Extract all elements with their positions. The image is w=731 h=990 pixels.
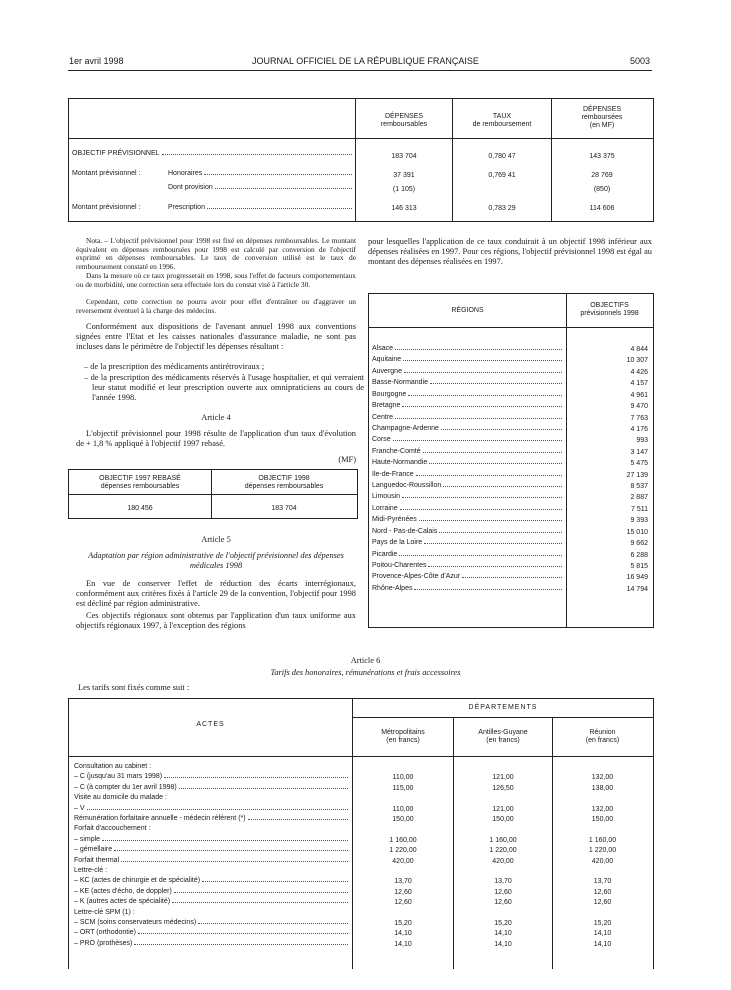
region-value: 27 139 [626,471,648,479]
t2-v2: 183 704 [271,505,297,512]
region-name: Bourgogne [372,390,407,398]
tarif-value: 12,60 [494,899,512,907]
t2-h2b: dépenses remboursables [244,483,324,490]
header-journal: JOURNAL OFFICIEL DE LA RÉPUBLIQUE FRANÇAISE [252,56,479,66]
region-value: 4 844 [630,346,648,353]
region-name: Haute-Normandie [372,459,428,467]
region-name: Corse [372,436,391,444]
tarif-label: Rémunération forfaitaire annuelle - médecin référent (*) [74,815,246,822]
region-row [372,459,564,466]
region-value: 15 010 [626,528,648,536]
region-row [372,471,564,478]
region-row [372,573,564,580]
region-name: Champagne-Ardenne [372,424,439,432]
list-item: – de la prescription des médicaments réservés à l'usage hospitalier, et qui verraient leur statut modifié et leur prescription ouverte aux omnipraticiens au cours de l'année 1998. [84,373,364,403]
region-row [372,482,564,489]
region-value: 3 147 [630,448,648,456]
tarif-value: 14,10 [593,940,612,948]
article-5-title: Article 5 [201,535,231,544]
tarif-row [74,825,150,832]
region-value: 2 887 [630,494,648,502]
tarif-value: 420,00 [392,857,414,865]
region-row [372,528,564,535]
tarif-value: 12,60 [394,888,412,896]
tarif-value: 14,10 [494,940,512,948]
tarif-row [74,763,151,770]
tarif-row [74,794,167,801]
tarif-value: 150,00 [392,816,414,823]
t1-cell: (850) [593,186,611,193]
tarif-value: 15,20 [593,920,612,927]
metro-header: Métropolitains (en francs) [381,729,425,744]
region-row [372,539,564,546]
antilles-header: Antilles-Guyane (en francs) [478,729,528,744]
t1-row-honoraires: Montant prévisionnel : Honoraires [72,170,354,177]
tarif-value: 420,00 [492,857,514,865]
region-value: 4 176 [630,425,648,433]
tarif-value: 13,70 [593,878,612,886]
tarif-row [74,888,350,895]
tarif-value: 14,10 [593,930,612,938]
unit-mf: (MF) [338,455,356,464]
t1-cell: 0,783 29 [488,205,516,212]
tarif-value: 12,60 [593,888,612,896]
t2-v1: 180 456 [127,505,153,512]
t1-row-objectif: OBJECTIF PRÉVISIONNEL [72,150,354,157]
tarif-row [74,846,350,853]
region-name: Provence-Alpes-Côte d'Azur [372,573,461,581]
tarif-row [74,815,350,822]
region-value: 8 537 [630,483,648,491]
tarif-row [74,929,350,936]
region-row [372,585,564,592]
region-row [372,345,564,352]
region-row [372,368,564,375]
header-date: 1er avril 1998 [69,56,124,66]
t1-col2-header: TAUX de remboursement [472,113,532,128]
paragraph-art5b: Ces objectifs régionaux sont obtenus par l'application d'un taux uniforme aux objectifs régionaux 1997, à l'exception des régions [76,611,356,631]
region-name: Poitou-Charentes [372,561,427,569]
tarif-value: 14,10 [394,940,412,948]
nota-text: Nota. – L'objectif prévisionnel pour 1998 est fixé en dépenses remboursables. Le montant équivalent en dépenses remboursées pour 1998 est calculé par conversion de l'objectif exprimé en dépenses remboursables. Le taux de conversion utilisé est le taux de remboursement constaté en 1996. [76,236,356,271]
region-row [372,356,564,363]
region-value: 993 [636,437,648,445]
header-rule [68,70,652,71]
tarif-label: Lettre-clé SPM (1) : [74,908,135,916]
region-value: 5 475 [630,460,648,468]
tarif-value: 1 220,00 [489,847,517,855]
region-value: 7 511 [631,505,648,513]
region-row [372,562,564,569]
tarif-row [74,909,135,916]
tarif-value: 12,60 [494,888,512,896]
region-name: Bretagne [372,402,401,410]
region-value: 5 815 [630,562,648,570]
tarif-label: – ORT (orthodontie) [74,929,136,937]
objectifs-header: OBJECTIFS prévisionnels 1998 [580,302,639,317]
region-name: Auvergne [372,367,402,375]
paragraph-right: pour lesquelles l'application de ce taux conduirait à un objectif 1998 inférieur aux dépenses réalisées en 1997. Pour ces régions, l'objectif prévisionnel 1998 est égal au montant des dépenses réalisées en 1997. [368,237,652,267]
t1-cell: 0,769 41 [488,172,516,179]
reunion-header: Réunion (en francs) [585,729,620,744]
tarif-row [74,877,350,884]
region-row [372,493,564,500]
region-name: Nord - Pas-de-Calais [372,527,438,535]
region-value: 7 763 [630,414,648,422]
t1-col3-header: DÉPENSES remboursées (en MF) [581,106,623,129]
region-name: Aquitaine [372,356,402,364]
region-name: Centre [372,413,394,421]
region-value: 4 157 [630,380,648,388]
tarif-value: 138,00 [591,784,614,792]
region-name: Languedoc-Roussillon [372,482,442,490]
tarif-value: 13,70 [394,878,412,886]
tarif-row [74,773,350,780]
tarif-row [74,784,350,791]
region-row [372,505,564,512]
paragraph-art4: L'objectif prévisionnel pour 1998 résulte de l'application d'un taux d'évolution de + 1,8 % appliqué à l'objectif 1997 rebasé. [76,429,356,449]
region-name: Basse-Normandie [372,379,429,387]
t2-h1: OBJECTIF 1997 REBASÉ [99,475,181,482]
list-item: – de la prescription des médicaments antirétroviraux ; [84,362,265,371]
tarif-row [74,857,350,864]
region-row [372,516,564,523]
tarif-row [74,805,350,812]
tarif-value: 1 160,00 [489,836,517,844]
region-value: 4 961 [630,391,648,399]
tarif-label: – simple [74,835,101,843]
nota-text-3: Cependant, cette correction ne pourra avoir pour effet d'entraîner ou d'aggraver un reversement éventuel à la charge des médecins. [76,297,356,315]
tarif-value: 15,20 [494,920,512,927]
tarif-label: Forfait d'accouchement : [74,825,151,833]
tarif-label: Lettre-clé : [74,867,108,874]
region-name: Midi-Pyrénées [372,516,417,524]
tarif-label: Forfait thermal [74,856,120,864]
tarif-value: 132,00 [591,774,614,782]
region-value: 9 662 [630,540,648,548]
region-row [372,379,564,386]
tarif-value: 1 160,00 [389,836,417,844]
tarif-value: 115,00 [392,784,414,792]
article-5-subtitle: Adaptation par région administrative de l'objectif prévisionnel des dépenses médicales 1998 [88,551,344,571]
tarif-value: 126,50 [492,784,514,792]
t1-cell: 146 313 [391,205,417,212]
region-row [372,448,564,455]
region-row [372,391,564,398]
region-name: Pays de la Loire [372,539,423,547]
region-row [372,436,564,443]
region-name: Ile-de-France [372,470,414,478]
region-row [372,414,564,421]
tarif-label: – K (autres actes de spécialité) [74,898,171,906]
t2-h2: OBJECTIF 1998 [258,475,310,482]
tarif-value: 420,00 [591,857,614,865]
tarif-label: – KE (actes d'écho, de doppler) [74,887,172,895]
tarif-label: – gémellaire [74,846,113,854]
tarif-value: 1 220,00 [389,847,417,855]
article-6-intro: Les tarifs sont fixés comme suit : [78,683,190,692]
article-4-title: Article 4 [201,413,231,422]
region-value: 4 426 [630,368,648,376]
region-value: 9 470 [630,403,648,411]
tarif-label: – PRO (prothèses) [74,939,133,947]
tarif-value: 12,60 [593,899,612,907]
region-name: Franche-Comté [372,447,421,455]
tarif-value: 13,70 [494,878,512,886]
tarif-row [74,940,350,947]
region-name: Lorraine [372,504,398,512]
header-page: 5003 [630,56,651,66]
region-value: 6 288 [630,551,648,559]
region-value: 9 393 [630,517,648,525]
departements-header: DÉPARTEMENTS [468,704,538,711]
t1-row-provision: Dont provision [72,184,354,191]
tarif-value: 110,00 [392,774,414,782]
tarif-value: 121,00 [492,774,514,782]
region-name: Rhône-Alpes [372,584,413,592]
article-6-subtitle: Tarifs des honoraires, rémunérations et frais accessoires [270,668,461,677]
tarif-label: Consultation au cabinet : [74,763,152,770]
t1-col1-header: DÉPENSES remboursables [380,113,428,128]
tarif-row [74,898,350,905]
regions-header: RÉGIONS [451,307,484,314]
region-name: Picardie [372,550,398,558]
nota-text-2: Dans la mesure où ce taux progresserait en 1998, sous l'effet de facteurs comportementaux ou de morbidité, une correction sera effectuée lors du constat visé à l'article 30. [76,271,356,289]
tarif-value: 14,10 [394,930,412,938]
region-row [372,425,564,432]
actes-header: ACTES [196,721,225,728]
tarif-value: 150,00 [591,816,614,823]
tarif-label: – KC (actes de chirurgie et de spécialité) [74,877,201,885]
region-value: 16 949 [626,574,648,582]
tarif-label: Visite au domicile du malade : [74,794,167,802]
region-row [372,551,564,558]
tarif-value: 14,10 [494,930,512,938]
t1-cell: (1 105) [392,186,416,193]
tarif-value: 132,00 [591,805,614,813]
region-value: 10 307 [626,357,648,365]
region-value: 14 794 [626,585,648,593]
tarif-value: 150,00 [492,816,514,823]
paragraph-art5: En vue de conserver l'effet de réduction des écarts interrégionaux, conformément aux critères fixés à l'article 29 de la convention, l'objectif pour 1998 est décliné par région administrative. [76,579,356,609]
article-6-title: Article 6 [350,656,381,665]
t1-cell: 114 606 [589,205,615,212]
tarif-row [74,919,350,926]
tarif-row [74,836,350,843]
tarif-value: 1 220,00 [588,847,617,855]
t1-row-prescription: Montant prévisionnel : Prescription [72,204,354,211]
t1-cell: 183 704 [391,153,417,160]
tarif-label: – C (jusqu'au 31 mars 1998) [74,773,163,781]
tarif-label: – SCM (soins conservateurs médecins) [74,919,197,926]
tarif-value: 15,20 [394,920,412,927]
tarif-label: – V [74,804,85,812]
t1-cell: 37 391 [393,172,415,179]
tarif-value: 12,60 [394,899,412,907]
region-name: Alsace [372,345,394,352]
t1-cell: 143 375 [589,153,615,160]
tarif-row [74,867,107,874]
tarif-value: 121,00 [492,805,514,813]
t1-cell: 28 769 [591,172,613,179]
t1-cell: 0,780 47 [488,153,516,160]
region-row [372,402,564,409]
tarif-label: – C (à compter du 1er avril 1998) [74,783,177,791]
tarif-value: 110,00 [392,805,414,813]
t2-h1b: dépenses remboursables [100,483,180,490]
paragraph-dispositions: Conformément aux dispositions de l'avenant annuel 1998 aux conventions signées entre l'Etat et les caisses nationales d'assurance maladie, ne sont pas incluses dans le périmètre de l'objectif les dépenses résultant : [76,322,356,352]
tarif-value: 1 160,00 [588,836,617,844]
region-name: Limousin [372,493,401,501]
